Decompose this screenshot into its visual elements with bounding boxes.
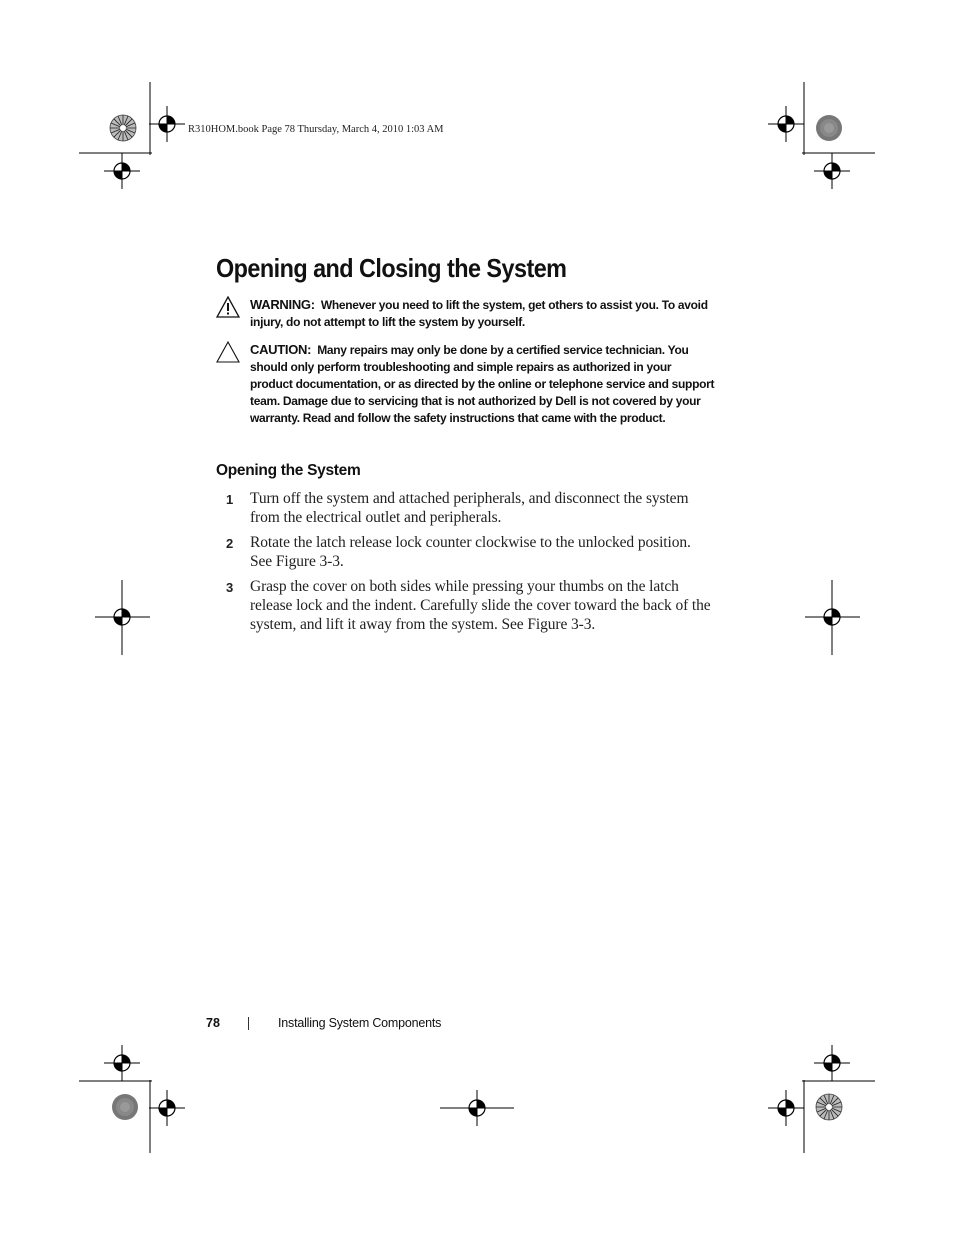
caution-label: CAUTION: [250, 342, 312, 357]
print-slug: R310HOM.book Page 78 Thursday, March 4, 2010 1:03 AM [188, 124, 444, 135]
steps-list [216, 489, 716, 640]
caution-triangle-icon [216, 341, 240, 363]
step-number: 2 [226, 536, 234, 551]
step-text: Turn off the system and attached peripherals, and disconnect the system from the electrical outlet and peripherals. [250, 490, 689, 526]
caution-notice [216, 341, 716, 427]
step-text: Grasp the cover on both sides while pressing your thumbs on the latch release lock and the indent. Carefully slide the cover toward the back of the system, and lift it away from the system. See Figure 3-3. [250, 578, 711, 633]
page-title: Opening and Closing the System [216, 253, 567, 283]
section-title: Opening the System [216, 462, 361, 479]
footer-section: Installing System Components [278, 1016, 442, 1030]
list-item [216, 533, 716, 571]
list-item [216, 489, 716, 527]
page-number: 78 [206, 1016, 220, 1030]
footer-divider [248, 1017, 249, 1030]
step-number: 1 [226, 492, 234, 507]
warning-label: WARNING: [250, 297, 315, 312]
warning-text: Whenever you need to lift the system, get others to assist you. To avoid injury, do not attempt to lift the system by yourself. [250, 298, 708, 329]
list-item [216, 577, 716, 634]
step-text: Rotate the latch release lock counter clockwise to the unlocked position. See Figure 3-3. [250, 534, 691, 570]
step-number: 3 [226, 580, 234, 595]
warning-notice [216, 296, 716, 331]
caution-text: Many repairs may only be done by a certified service technician. You should only perform troubleshooting and simple repairs as authorized in your product documentation, or as directed by the online or telephone service and support team. Damage due to servicing that is not authorized by Dell is not covered by your warranty. Read and follow the safety instructions that came with the product. [250, 343, 715, 425]
warning-triangle-icon [216, 296, 240, 318]
